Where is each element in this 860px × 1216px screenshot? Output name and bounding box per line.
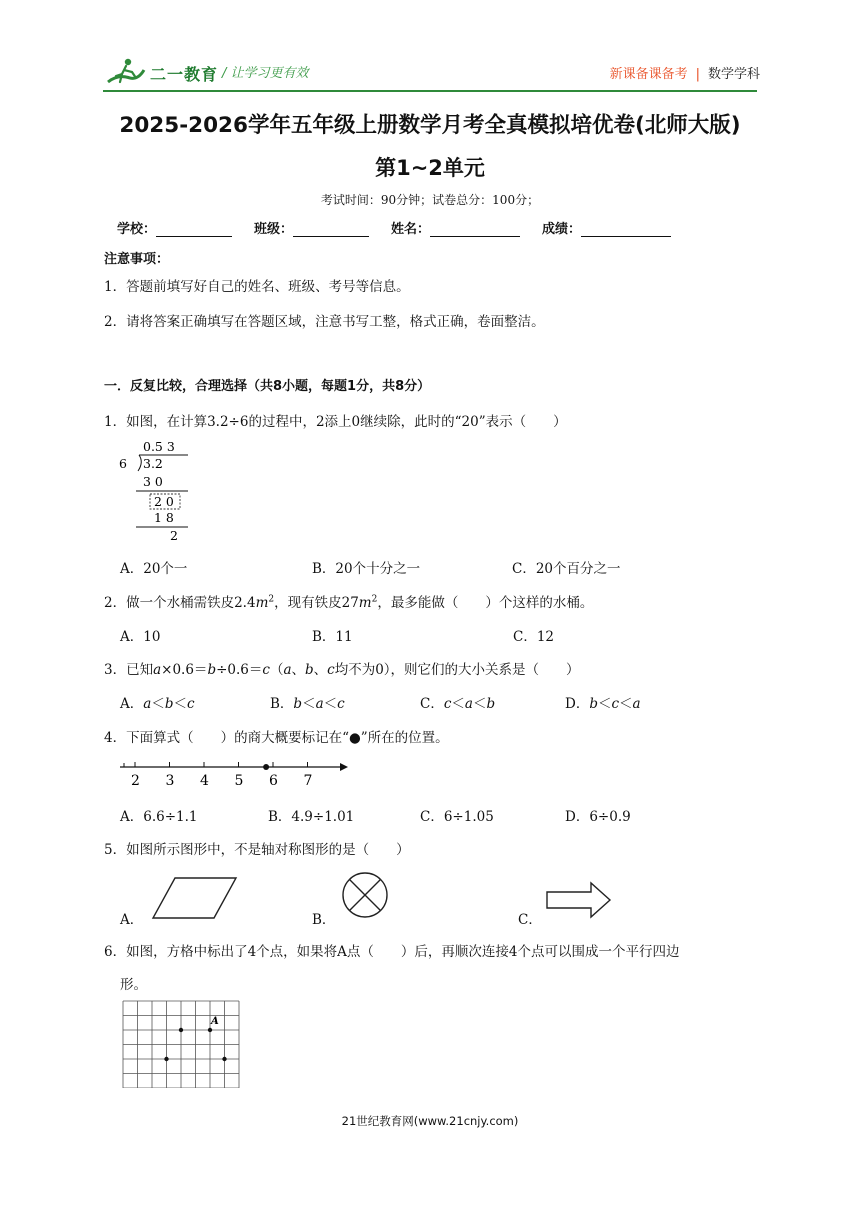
option-c[interactable]: C．12 [513,629,555,645]
option-label: A． [120,696,144,712]
option-var: c [611,696,620,712]
question-4-stem: 4．下面算式（ ）的商大概要标记在“●”所在的位置。 [104,730,449,746]
arrow-shape [544,880,614,920]
q3-var-c: c [327,662,335,678]
option-op: ＜ [451,696,465,712]
number-line-label: 2 [131,773,140,789]
note-item: 1．答题前填写好自己的姓名、班级、考号等信息。 [104,279,410,295]
q2-text: ，现有铁皮27 [274,595,359,611]
grid-point [208,1028,212,1032]
q2-exponent: 2 [371,594,378,605]
point-a-label: A [211,1016,219,1027]
grid-figure [122,1000,242,1088]
school-label: 学校： [117,222,157,237]
option-var: a [315,696,324,712]
division-dividend: 3.2 [143,456,163,471]
logo-text: 二一教育 [150,65,219,84]
header-subject: 数学学科 [707,67,760,82]
question-5-stem: 5．如图所示图形中，不是轴对称图形的是（ ） [104,842,410,858]
option-b[interactable]: B．4.9÷1.01 [268,809,355,825]
exam-info: 考试时间：90分钟；试卷总分：100分； [320,193,540,207]
option-var: c [337,696,345,712]
option-var: a [464,696,473,712]
name-label: 姓名： [391,222,431,237]
option-op: ＜ [173,696,187,712]
q3-var-a: a [153,662,162,678]
option-b[interactable]: B．11 [312,629,353,645]
class-label: 班级： [254,222,294,237]
option-a[interactable]: A．6.6÷1.1 [120,809,198,825]
q3-text: 均不为0），则它们的大小关系是（ ） [334,662,580,678]
logo-icon [104,56,148,88]
slogan: / 让学习更有效 [222,66,309,81]
option-c[interactable]: C． [518,912,542,928]
question-3-stem [104,658,580,678]
q3-text: ÷0.6＝ [216,662,263,678]
q2-text: 2．做一个水桶需铁皮2.4 [104,595,256,611]
q3-var-b: b [305,662,314,678]
option-a[interactable]: A． [120,912,144,928]
header-separator: | [695,67,700,82]
number-line-label: 6 [269,773,278,789]
division-divisor: 6 [119,456,127,471]
option-label: D． [565,696,590,712]
option-op: ＜ [597,696,612,712]
option-var: a [632,696,641,712]
question-2-stem [104,591,593,611]
q3-text: 、 [313,662,328,678]
q3-var-a: a [283,662,292,678]
grid-point [222,1057,226,1061]
option-var: c [443,696,452,712]
header-right-label: 新课备课备考 [609,67,688,82]
option-c[interactable] [420,692,495,712]
long-division-figure [116,438,196,544]
header-right [610,63,760,82]
option-b[interactable]: B．20个十分之一 [312,561,421,577]
circle-x-shape [340,870,390,920]
division-step-3: 1 8 [154,510,174,525]
number-line-label: 5 [234,773,244,789]
option-op: ＜ [472,696,487,712]
number-line [118,756,348,790]
option-op: ＜ [619,696,633,712]
division-step-1: 3 0 [143,474,163,489]
option-d[interactable] [565,692,641,712]
option-var: a [143,696,152,712]
division-remainder: 2 [170,528,178,543]
option-a[interactable] [120,692,195,712]
number-line-label: 4 [200,773,209,789]
q3-text: 、 [291,662,305,678]
option-b[interactable] [270,692,345,712]
option-label: C． [420,696,444,712]
q3-text: （ [269,662,284,678]
option-a[interactable]: A．20个一 [120,561,188,577]
note-item: 2．请将答案正确填写在答题区域，注意书写工整，格式正确，卷面整洁。 [104,314,545,330]
score-blank[interactable] [581,222,671,237]
q2-unit: m [358,595,372,611]
number-line-arrow [340,763,348,771]
grid-point [179,1028,183,1032]
option-a[interactable]: A．10 [120,629,161,645]
school-blank[interactable] [156,222,232,237]
grid-point [164,1057,168,1061]
notes-heading: 注意事项： [104,252,170,267]
page-title: 2025-2026学年五年级上册数学月考全真模拟培优卷(北师大版) [119,113,741,138]
name-blank[interactable] [430,222,520,237]
question-1-stem: 1．如图，在计算3.2÷6的过程中，2添上0继续除，此时的“20”表示（ ） [104,414,567,430]
q3-text: ×0.6＝ [161,662,208,678]
score-label: 成绩： [542,222,582,237]
q3-text: 3．已知 [104,662,154,678]
class-blank[interactable] [293,222,369,237]
option-op: ＜ [323,696,338,712]
q2-exponent: 2 [268,594,275,605]
section-heading: 一．反复比较，合理选择（共8小题，每题1分，共8分） [104,379,431,394]
header-divider [103,90,757,92]
option-d[interactable]: D．6÷0.9 [565,809,631,825]
option-var: b [293,696,303,712]
option-c[interactable]: C．20个百分之一 [512,561,621,577]
number-line-dot [263,764,269,770]
option-op: ＜ [151,696,165,712]
parallelogram-shape [150,876,240,920]
option-c[interactable]: C．6÷1.05 [420,809,494,825]
number-line-label: 3 [165,773,175,789]
option-label: B． [270,696,294,712]
q2-unit: m [255,595,269,611]
division-step-2: 2 0 [154,494,174,509]
option-var: b [486,696,496,712]
page-subtitle: 第1~2单元 [375,156,485,180]
option-var: b [164,696,174,712]
option-var: c [186,696,195,712]
student-info-fields [117,218,671,237]
footer: 21世纪教育网(www.21cnjy.com) [341,1114,519,1128]
option-op: ＜ [302,696,316,712]
option-var: b [589,696,598,712]
number-line-label: 7 [303,773,313,789]
option-b[interactable]: B． [312,912,336,928]
q3-var-b: b [207,662,217,678]
q2-text: ，最多能做（ ）个这样的水桶。 [377,595,594,611]
division-bracket [138,455,141,471]
question-6-stem-cont: 形。 [120,977,147,993]
division-quotient: 0.5 3 [143,439,175,454]
question-6-stem: 6．如图，方格中标出了4个点，如果将A点（ ）后，再顺次连接4个点可以围成一个平行四边 [104,944,680,960]
q3-var-c: c [262,662,270,678]
